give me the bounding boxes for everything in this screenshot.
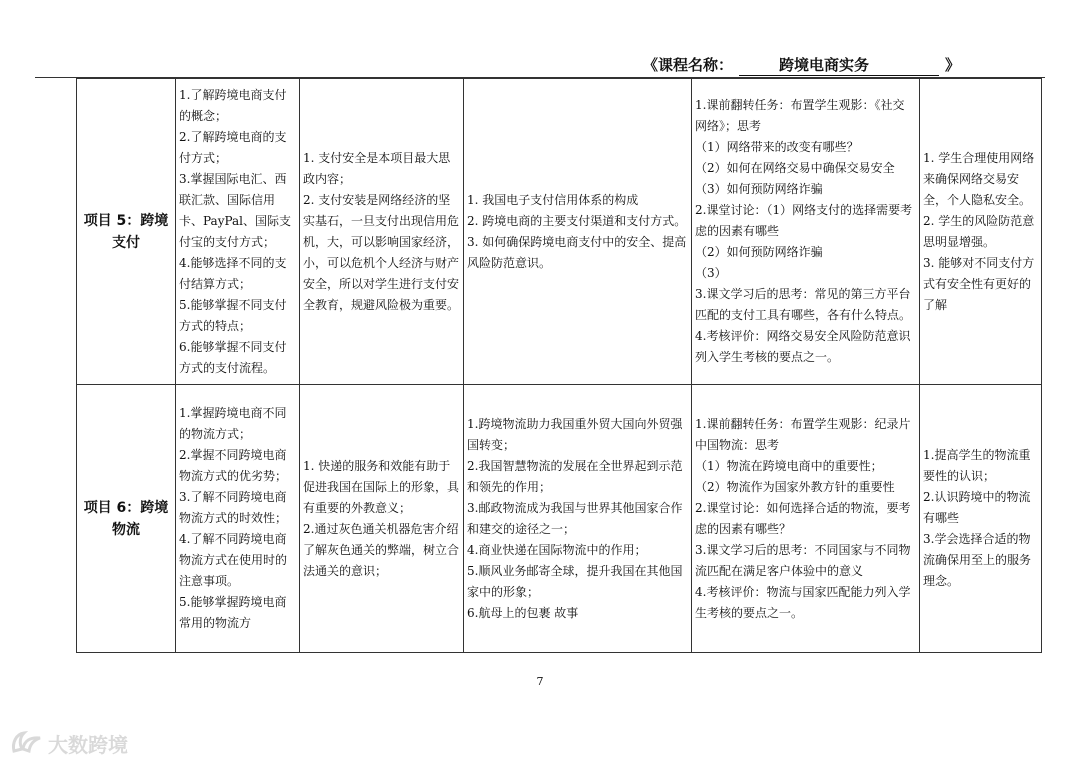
list-item: 4.了解不同跨境电商物流方式在使用时的注意事项。 bbox=[179, 532, 288, 588]
list-item: 2. 支付安装是网络经济的坚实基石，一旦支付出现信用危机，大，可以影响国家经济，小，可以危机个人经济与财产安全，所以对学生进行支付安全教育，规避风险极为重要。 bbox=[303, 192, 460, 312]
course-header-suffix: 》 bbox=[944, 56, 960, 74]
outcomes-cell bbox=[920, 385, 1042, 653]
list-item: 2.课堂讨论：（1）网络支付的选择需要考虑的因素有哪些 bbox=[695, 203, 913, 238]
list-item: 1.了解跨境电商支付的概念； bbox=[179, 87, 287, 123]
course-header bbox=[0, 54, 960, 74]
list-item: 4.商业快递在国际物流中的作用； bbox=[467, 542, 647, 557]
list-item: 1.课前翻转任务：布置学生观影：纪录片中国物流：思考 bbox=[695, 416, 911, 452]
list-item: 1.掌握跨境电商不同的物流方式； bbox=[179, 406, 287, 441]
list-item: 4.考核评价：网络交易安全风险防范意识列入学生考核的要点之一。 bbox=[695, 329, 911, 364]
list-item: 3. 能够对不同支付方式有安全性有更好的了解 bbox=[923, 255, 1035, 312]
brand-logo-icon bbox=[10, 729, 44, 757]
list-item: 2. 跨境电商的主要支付渠道和支付方式。 bbox=[467, 213, 687, 228]
list-item: 3.课文学习后的思考：不同国家与不同物流匹配在满足客户体验中的意义 bbox=[695, 542, 911, 578]
list-item: 4.考核评价：物流与国家匹配能力列入学生考核的要点之一。 bbox=[695, 584, 911, 620]
list-item: （1）网络带来的改变有哪些？ bbox=[695, 140, 859, 154]
list-item: 3. 如何确保跨境电商支付中的安全、提高风险防范意识。 bbox=[467, 234, 687, 270]
list-item: 2.我国智慧物流的发展在全世界起到示范和领先的作用； bbox=[467, 458, 683, 494]
list-item: 1. 支付安全是本项目最大思政内容； bbox=[303, 150, 451, 186]
watermark bbox=[10, 728, 128, 758]
table-row bbox=[77, 79, 1042, 385]
table-row bbox=[77, 385, 1042, 653]
list-item: 2.通过灰色通关机器危害介绍了解灰色通关的弊端，树立合法通关的意识； bbox=[303, 521, 460, 578]
list-item: 5.顺风业务邮寄全球，提升我国在其他国家中的形象； bbox=[467, 563, 683, 599]
list-item: 6.航母上的包裹 故事 bbox=[467, 605, 579, 620]
project-title-cell: 项目 5：跨境支付 bbox=[77, 79, 176, 385]
list-item: 1. 我国电子支付信用体系的构成 bbox=[467, 192, 639, 207]
list-item: 4.能够选择不同的支付结算方式； bbox=[179, 255, 287, 291]
outcomes-cell bbox=[920, 79, 1042, 385]
project-title-cell: 项目 6：跨境物流 bbox=[77, 385, 176, 653]
list-item: 3.学会选择合适的物流确保用至上的服务理念。 bbox=[923, 532, 1032, 588]
list-item: 5.能够掌握跨境电商常用的物流方 bbox=[179, 595, 287, 630]
watermark-text: 大数跨境 bbox=[48, 732, 128, 757]
page-number: 7 bbox=[536, 675, 544, 688]
list-item: 3.课文学习后的思考：常见的第三方平台匹配的支付工具有哪些，各有什么特点。 bbox=[695, 287, 912, 322]
elements-cell bbox=[464, 385, 692, 653]
ideology-cell bbox=[300, 385, 464, 653]
methods-cell bbox=[692, 385, 920, 653]
list-item: 1.跨境物流助力我国重外贸大国向外贸强国转变； bbox=[467, 416, 683, 452]
methods-cell bbox=[692, 79, 920, 385]
syllabus-table bbox=[76, 78, 1042, 653]
list-item: 2.了解跨境电商的支付方式； bbox=[179, 129, 287, 165]
ideology-cell bbox=[300, 79, 464, 385]
list-item: 1. 快递的服务和效能有助于促进我国在国际上的形象，具有重要的外教意义； bbox=[303, 458, 460, 515]
list-item: 5.能够掌握不同支付方式的特点； bbox=[179, 297, 287, 333]
list-item: 2. 学生的风险防范意思明显增强。 bbox=[923, 213, 1035, 249]
list-item: （1）物流在跨境电商中的重要性； bbox=[695, 458, 883, 473]
list-item: 3.了解不同跨境电商物流方式的时效性； bbox=[179, 490, 288, 525]
list-item: 3.掌握国际电汇、西联汇款、国际信用卡、PayPal、国际支付宝的支付方式； bbox=[179, 171, 291, 249]
list-item: 2.认识跨境中的物流有哪些 bbox=[923, 490, 1031, 525]
list-item: （2）物流作为国家外教方针的重要性 bbox=[695, 479, 895, 494]
list-item: 2.课堂讨论：如何选择合适的物流，要考虑的因素有哪些？ bbox=[695, 500, 911, 536]
list-item: （2）如何在网络交易中确保交易安全 bbox=[695, 161, 895, 175]
list-item: 1.提高学生的物流重要性的认识； bbox=[923, 448, 1031, 483]
objectives-cell bbox=[176, 79, 300, 385]
objectives-cell bbox=[176, 385, 300, 653]
list-item: 1.课前翻转任务：布置学生观影：《社交网络》；思考 bbox=[695, 98, 905, 133]
list-item: （2）如何预防网络诈骗 bbox=[695, 245, 823, 259]
list-item: 6.能够掌握不同支付方式的支付流程。 bbox=[179, 339, 287, 375]
list-item: 2.掌握不同跨境电商物流方式的优劣势； bbox=[179, 448, 288, 483]
list-item: 1. 学生合理使用网络来确保网络交易安全，个人隐私安全。 bbox=[923, 150, 1035, 207]
list-item: （3） bbox=[695, 266, 727, 280]
course-name: 跨境电商实务 bbox=[739, 54, 939, 76]
list-item: 3.邮政物流成为我国与世界其他国家合作和建交的途径之一； bbox=[467, 500, 683, 536]
list-item: （3）如何预防网络诈骗 bbox=[695, 182, 823, 196]
elements-cell bbox=[464, 79, 692, 385]
course-header-prefix: 《课程名称： bbox=[642, 56, 733, 74]
